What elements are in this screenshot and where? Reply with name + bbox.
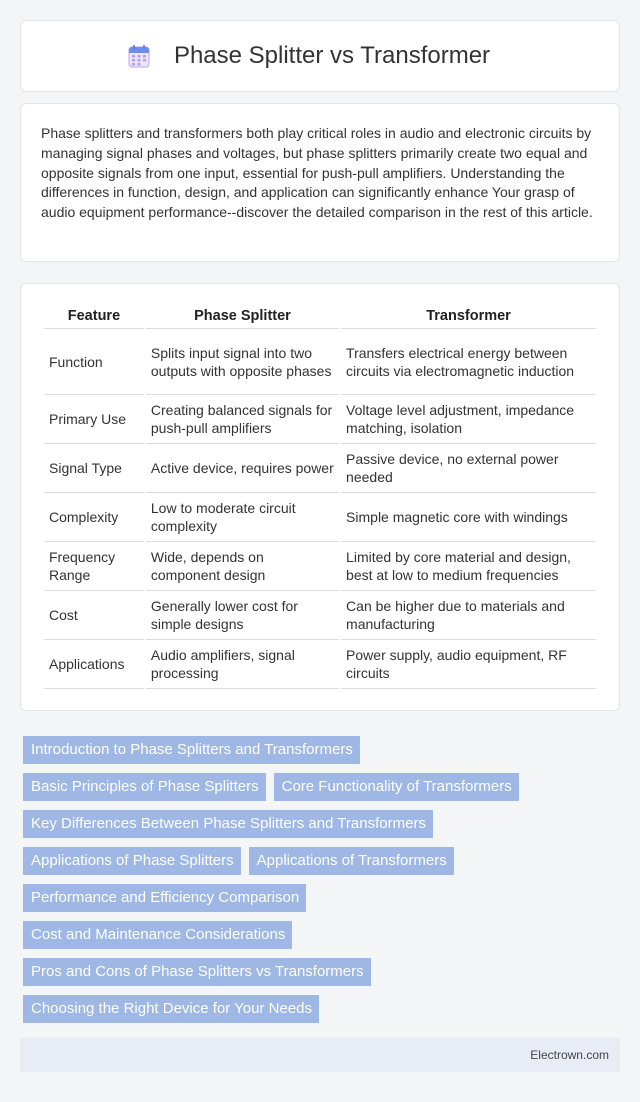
footer-brand[interactable]: Electrown.com <box>530 1048 609 1062</box>
column-header: Transformer <box>341 303 596 329</box>
topic-link-basic-principles[interactable]: Basic Principles of Phase Splitters <box>23 773 266 801</box>
topic-link-core-functionality[interactable]: Core Functionality of Transformers <box>274 773 519 801</box>
calendar-icon <box>128 44 150 68</box>
intro-card <box>20 103 620 262</box>
table-row <box>44 444 596 493</box>
table-cell: Limited by core material and design, best at low to medium frequencies <box>341 542 596 591</box>
table-cell: Power supply, audio equipment, RF circuits <box>341 640 596 689</box>
table-cell: Can be higher due to materials and manufacturing <box>341 591 596 640</box>
link-row <box>23 810 603 838</box>
link-row <box>23 921 603 949</box>
table-row <box>44 329 596 395</box>
table-cell: Voltage level adjustment, impedance matching, isolation <box>341 395 596 444</box>
table-cell: Passive device, no external power needed <box>341 444 596 493</box>
table-cell: Generally lower cost for simple designs <box>146 591 339 640</box>
table-cell: Transfers electrical energy between circuits via electromagnetic induction <box>341 329 596 395</box>
table-row <box>44 395 596 444</box>
link-row <box>23 847 603 875</box>
table-cell: Simple magnetic core with windings <box>341 493 596 542</box>
topic-link-choosing-device[interactable]: Choosing the Right Device for Your Needs <box>23 995 319 1023</box>
table-row <box>44 542 596 591</box>
column-header: Phase Splitter <box>146 303 339 329</box>
table-cell: Active device, requires power <box>146 444 339 493</box>
page-title: Phase Splitter vs Transformer <box>173 42 491 69</box>
table-cell: Frequency Range <box>44 542 144 591</box>
table-cell: Creating balanced signals for push-pull amplifiers <box>146 395 339 444</box>
title-card <box>20 20 620 92</box>
table-cell: Audio amplifiers, signal processing <box>146 640 339 689</box>
table-cell: Complexity <box>44 493 144 542</box>
footer <box>20 1038 620 1072</box>
table-header-row <box>44 303 596 329</box>
table-row <box>44 493 596 542</box>
comparison-table <box>42 303 598 689</box>
topic-link-applications-phase-splitters[interactable]: Applications of Phase Splitters <box>23 847 241 875</box>
table-cell: Low to moderate circuit complexity <box>146 493 339 542</box>
table-cell: Signal Type <box>44 444 144 493</box>
link-row <box>23 773 603 801</box>
comparison-table-card <box>20 283 620 711</box>
link-row <box>23 884 603 912</box>
intro-paragraph: Phase splitters and transformers both play critical roles in audio and electronic circuits by managing signal phases and voltages, but phase splitters primarily create two equal and opposite signals from one input, essential for push-pull amplifiers. Understanding the differences in function, design, and application can significantly enhance Your grasp of audio equipment performance--discover the detailed comparison in the rest of this article. <box>41 125 593 221</box>
link-row <box>23 958 603 986</box>
topic-link-cost-maintenance[interactable]: Cost and Maintenance Considerations <box>23 921 292 949</box>
topic-link-key-differences[interactable]: Key Differences Between Phase Splitters and Transformers <box>23 810 433 838</box>
column-header: Feature <box>44 303 144 329</box>
table-cell: Function <box>44 329 144 395</box>
topic-link-pros-cons[interactable]: Pros and Cons of Phase Splitters vs Transformers <box>23 958 371 986</box>
link-row <box>23 736 603 764</box>
topic-link-applications-transformers[interactable]: Applications of Transformers <box>249 847 454 875</box>
topic-link-introduction[interactable]: Introduction to Phase Splitters and Transformers <box>23 736 360 764</box>
table-row <box>44 640 596 689</box>
topic-links <box>23 736 603 1032</box>
table-cell: Cost <box>44 591 144 640</box>
table-cell: Splits input signal into two outputs with opposite phases <box>146 329 339 395</box>
table-cell: Wide, depends on component design <box>146 542 339 591</box>
link-row <box>23 995 603 1023</box>
topic-link-performance[interactable]: Performance and Efficiency Comparison <box>23 884 306 912</box>
table-cell: Primary Use <box>44 395 144 444</box>
table-row <box>44 591 596 640</box>
table-cell: Applications <box>44 640 144 689</box>
